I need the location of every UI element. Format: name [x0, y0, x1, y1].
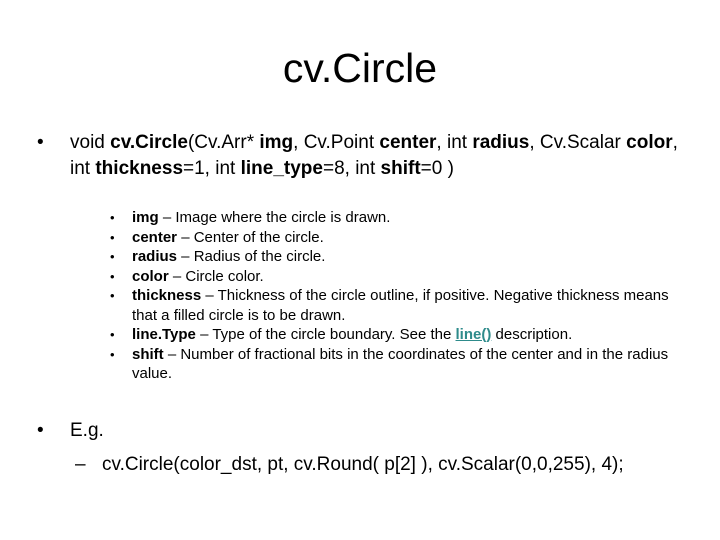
- param-name: radius: [132, 248, 178, 265]
- example-bullet: [37, 418, 697, 444]
- example-label: E.g.: [70, 420, 104, 441]
- param-name: line_type: [240, 158, 323, 179]
- bullet-icon: •: [110, 288, 115, 303]
- param-description: – Image where the circle is drawn.: [158, 209, 391, 226]
- page-title: cv.Circle: [282, 45, 438, 91]
- signature-part: =8, int: [322, 158, 381, 179]
- bullet-icon: •: [37, 420, 44, 441]
- bullet-icon: •: [110, 268, 115, 284]
- param-description: – Center of the circle.: [177, 228, 324, 246]
- signature-part: =1, int: [183, 158, 241, 179]
- list-item: [110, 208, 690, 228]
- param-name: center: [379, 132, 437, 153]
- param-description: – Type of the circle boundary. See the: [195, 326, 456, 343]
- list-item: [110, 286, 690, 325]
- param-description: – Circle color.: [168, 267, 264, 285]
- example-code: cv.Circle(color_dst, pt, cv.Round( p[2] ), cv.Scalar(0,0,255), 4);: [102, 454, 624, 475]
- param-name: line.Type: [132, 326, 196, 343]
- param-name: thickness: [132, 287, 202, 304]
- signature-part: , Cv.Scalar: [529, 132, 627, 153]
- param-name: shift: [380, 158, 421, 179]
- signature-part: , Cv.Point: [293, 132, 380, 153]
- param-description: – Number of fractional bits in the coordinates of the center and in the radius value.: [132, 345, 669, 382]
- signature-part: =0 ): [420, 158, 454, 179]
- param-name: img: [259, 132, 294, 153]
- param-description: – Radius of the circle.: [177, 248, 326, 265]
- function-name: cv.Circle: [110, 132, 188, 153]
- param-name: color: [626, 132, 673, 153]
- param-name: center: [132, 228, 178, 246]
- param-description: – Thickness of the circle outline, if positive. Negative thickness means that a filled circle is to be drawn.: [132, 287, 669, 324]
- param-description: description.: [491, 326, 573, 343]
- param-name: img: [132, 209, 159, 226]
- param-name: color: [132, 267, 169, 285]
- parameter-list: [110, 208, 690, 384]
- list-item: [110, 228, 690, 248]
- list-item: [110, 267, 690, 287]
- signature-part: , int: [436, 132, 473, 153]
- bullet-icon: •: [110, 210, 115, 225]
- bullet-icon: •: [110, 229, 115, 245]
- signature-bullet: [37, 130, 697, 182]
- list-item: [110, 345, 690, 384]
- param-name: shift: [132, 345, 164, 363]
- param-name: thickness: [95, 158, 184, 179]
- dash-icon: –: [75, 454, 86, 475]
- signature-part: (Cv.Arr*: [187, 132, 260, 153]
- bullet-icon: •: [110, 249, 115, 264]
- signature-text: [70, 130, 697, 182]
- signature-part: , int: [70, 132, 678, 179]
- example-code-line: [75, 452, 715, 478]
- param-name: radius: [472, 132, 530, 153]
- bullet-icon: •: [37, 132, 44, 153]
- list-item: [110, 247, 690, 267]
- bullet-icon: •: [110, 327, 115, 342]
- list-item: [110, 325, 690, 345]
- bullet-icon: •: [110, 346, 115, 362]
- signature-part: void: [70, 132, 111, 153]
- line-function-link[interactable]: line(): [455, 326, 492, 343]
